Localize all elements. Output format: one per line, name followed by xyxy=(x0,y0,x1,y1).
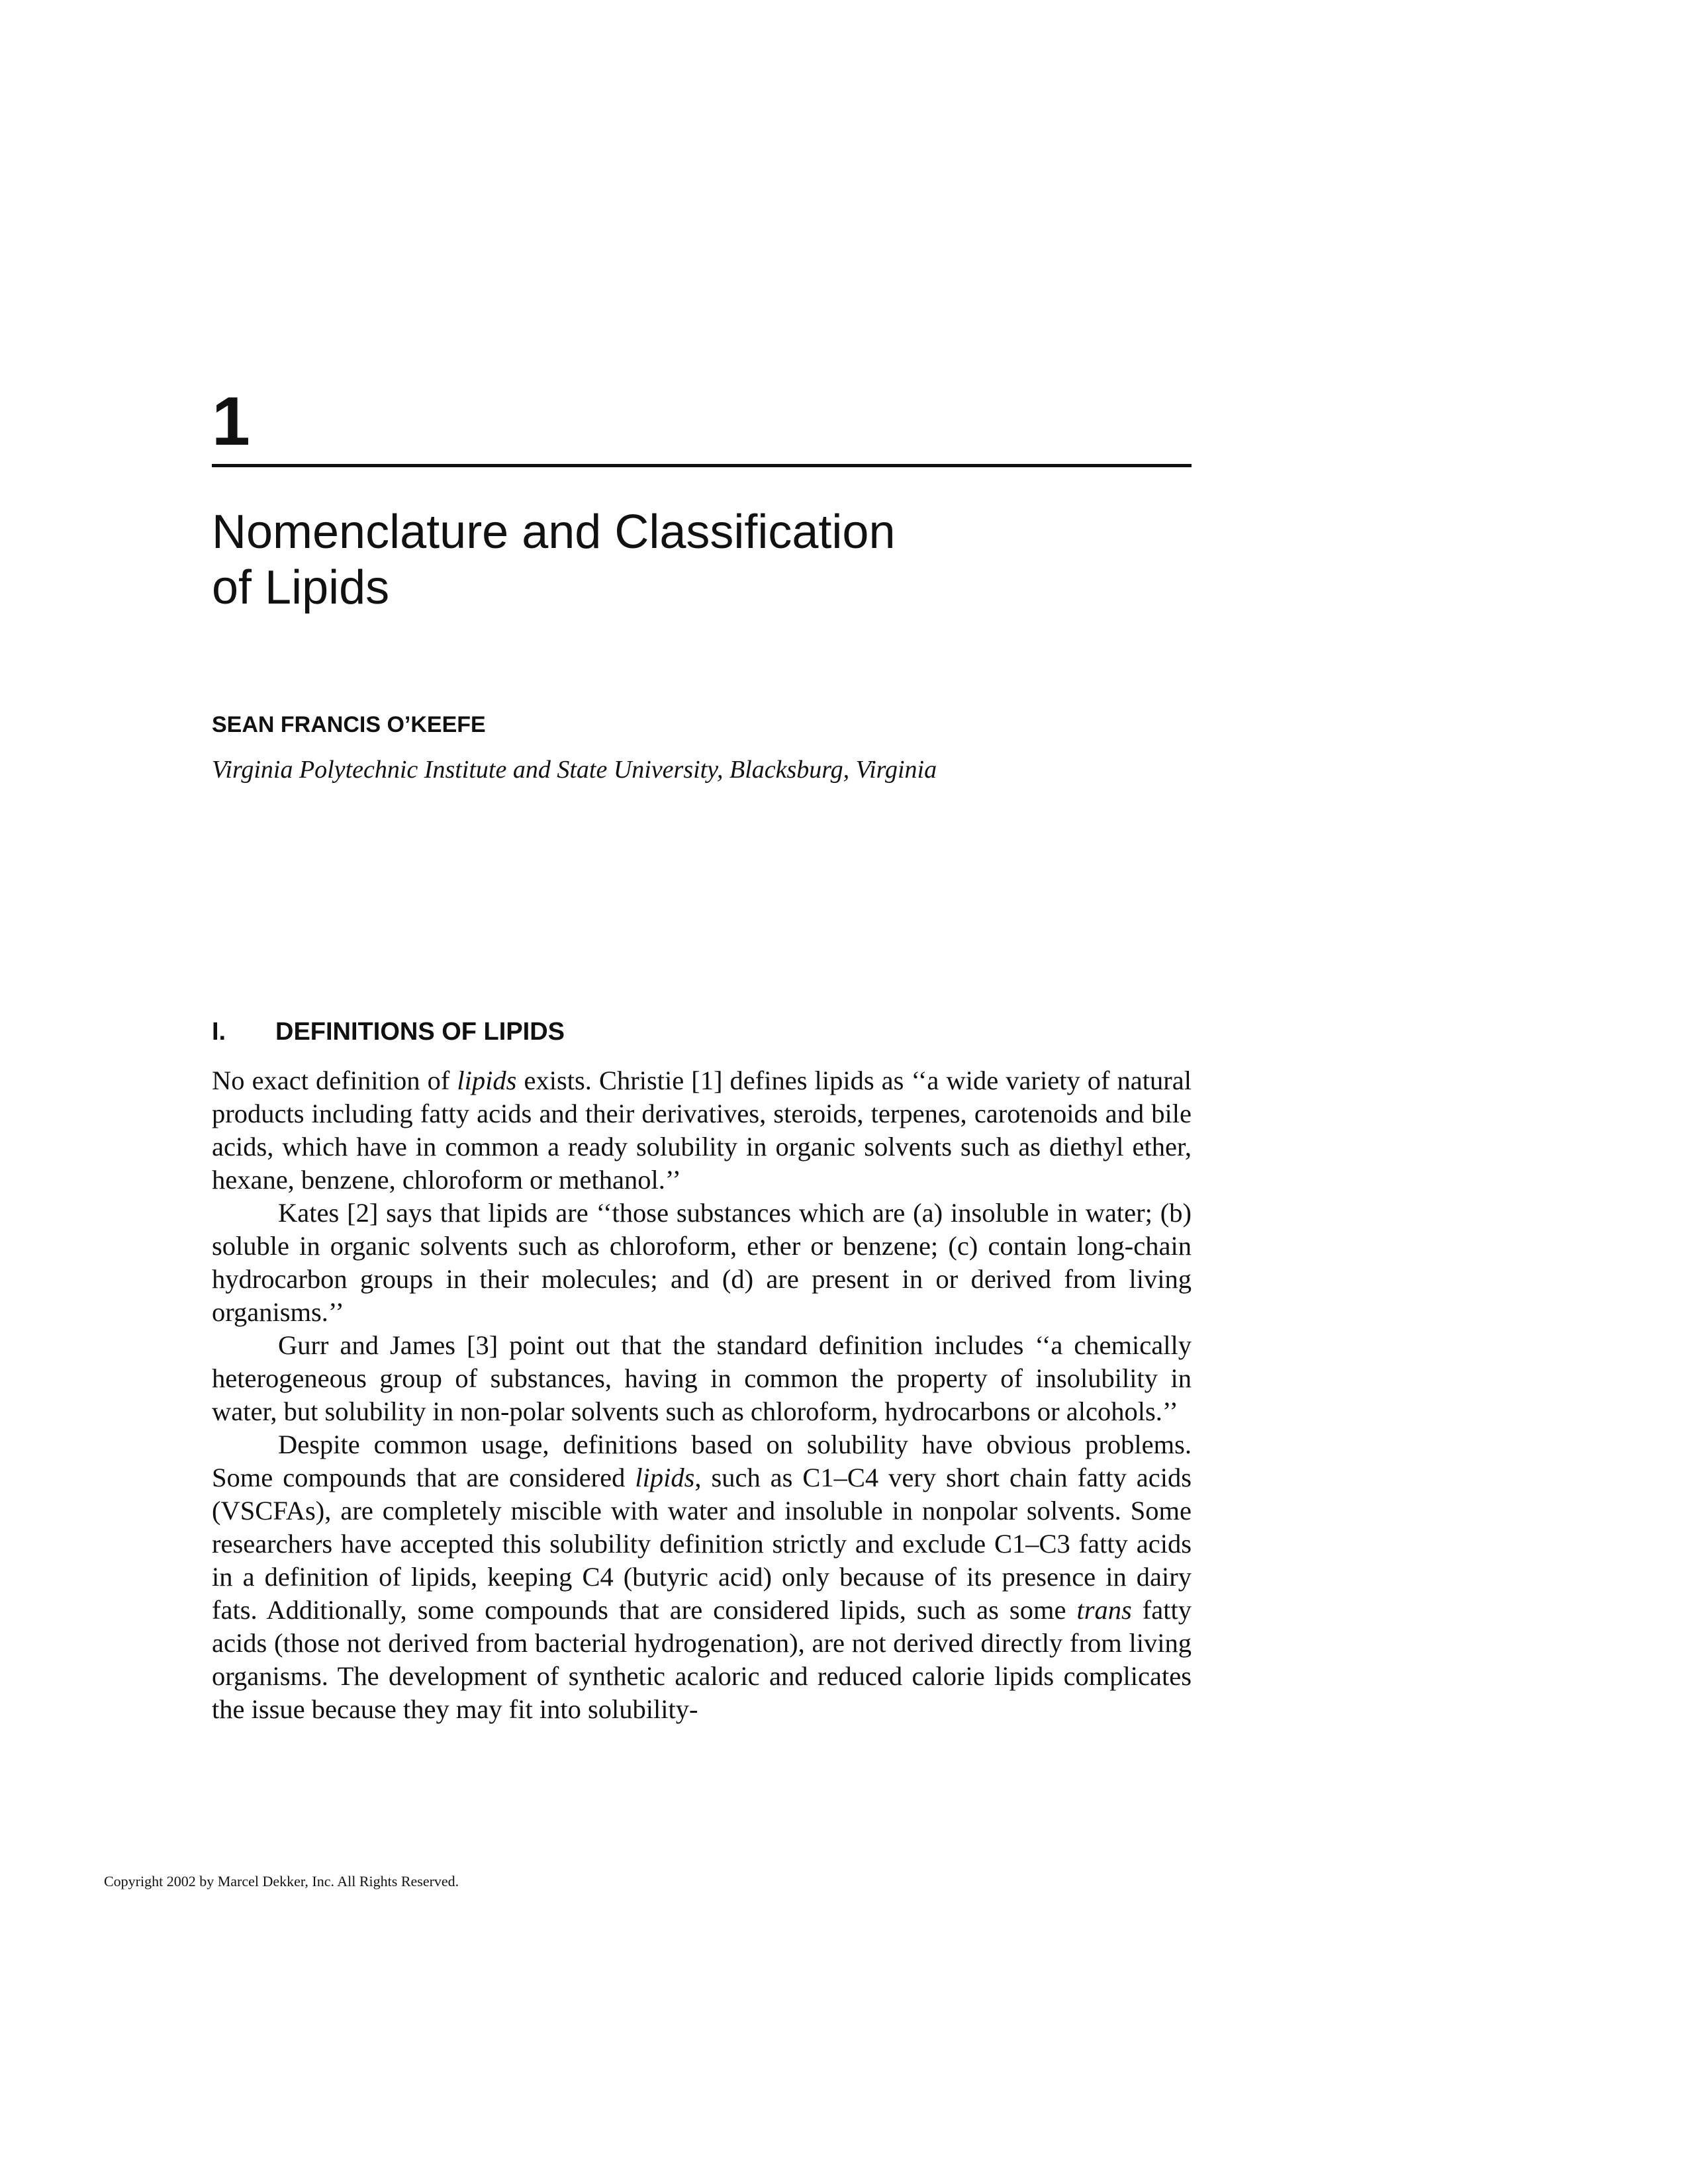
chapter-divider xyxy=(212,464,1192,467)
section-heading xyxy=(212,1019,565,1044)
chapter-title-line-1: Nomenclature and Classification xyxy=(212,506,896,559)
paragraph-4-emphasis-trans: trans xyxy=(1076,1595,1132,1625)
section-number: I. xyxy=(212,1018,226,1046)
paragraph-4 xyxy=(212,1428,1192,1726)
section-title: DEFINITIONS OF LIPIDS xyxy=(275,1018,565,1046)
paragraph-1 xyxy=(212,1064,1192,1197)
paragraph-4-text-c: , such as C1–C4 very short chain fatty acids (VSCFAs), are completely miscible with water and insoluble in nonpolar solvents. Some researchers have accepted this solubility definition strictly and exclude C1–C3 fatty acids in a definition of lipids, keeping C4 (butyric acid) only because of its presence in dairy fats. Additionally, some compounds that are considered lipids, such as some xyxy=(212,1463,1192,1625)
paragraph-3: Gurr and James [3] point out that the standard definition includes ‘‘a chemically heterogeneous group of substances, having in common the property of insolubility in water, but solubility in non-polar solvents such as chloroform, hydrocarbons or alcohols.’’ xyxy=(212,1330,1192,1426)
copyright-notice: Copyright 2002 by Marcel Dekker, Inc. All Rights Reserved. xyxy=(104,1873,459,1889)
paragraph-1-text-a: No exact definition of xyxy=(212,1066,457,1095)
chapter-title-line-2: of Lipids xyxy=(212,561,390,614)
paragraph-2: Kates [2] says that lipids are ‘‘those substances which are (a) insoluble in water; (b) soluble in organic solvents such as chloroform, ether or benzene; (c) contain long-chain hydrocarbon groups in their molecules; and (d) are present in or derived from living organisms.’’ xyxy=(212,1198,1192,1327)
chapter-title xyxy=(212,504,1192,615)
paragraph-4-text-e: fatty acids (those not derived from bacterial hydrogenation), are not derived directly from living organisms. The development of synthetic acaloric and reduced calorie lipids complicates the issue because they may fit into solubility- xyxy=(212,1595,1192,1724)
paragraph-1-text-c: exists. Christie [1] defines lipids as ‘‘a wide variety of natural products including fatty acids and their derivatives, steroids, terpenes, carotenoids and bile acids, which have in common a ready solubility in organic solvents such as diethyl ether, hexane, benzene, chloroform or methanol.’’ xyxy=(212,1066,1192,1195)
author-affiliation: Virginia Polytechnic Institute and State University, Blacksburg, Virginia xyxy=(212,756,937,784)
body-text xyxy=(212,1064,1192,1726)
paragraph-4-text-a: Despite common usage, definitions based on solubility have obvious problems. Some compounds that are considered xyxy=(212,1430,1192,1492)
author-name: SEAN FRANCIS O’KEEFE xyxy=(212,712,486,737)
paragraph-4-emphasis-lipids: lipids xyxy=(635,1463,695,1492)
chapter-number: 1 xyxy=(212,383,250,460)
paragraph-1-emphasis: lipids xyxy=(457,1066,517,1095)
